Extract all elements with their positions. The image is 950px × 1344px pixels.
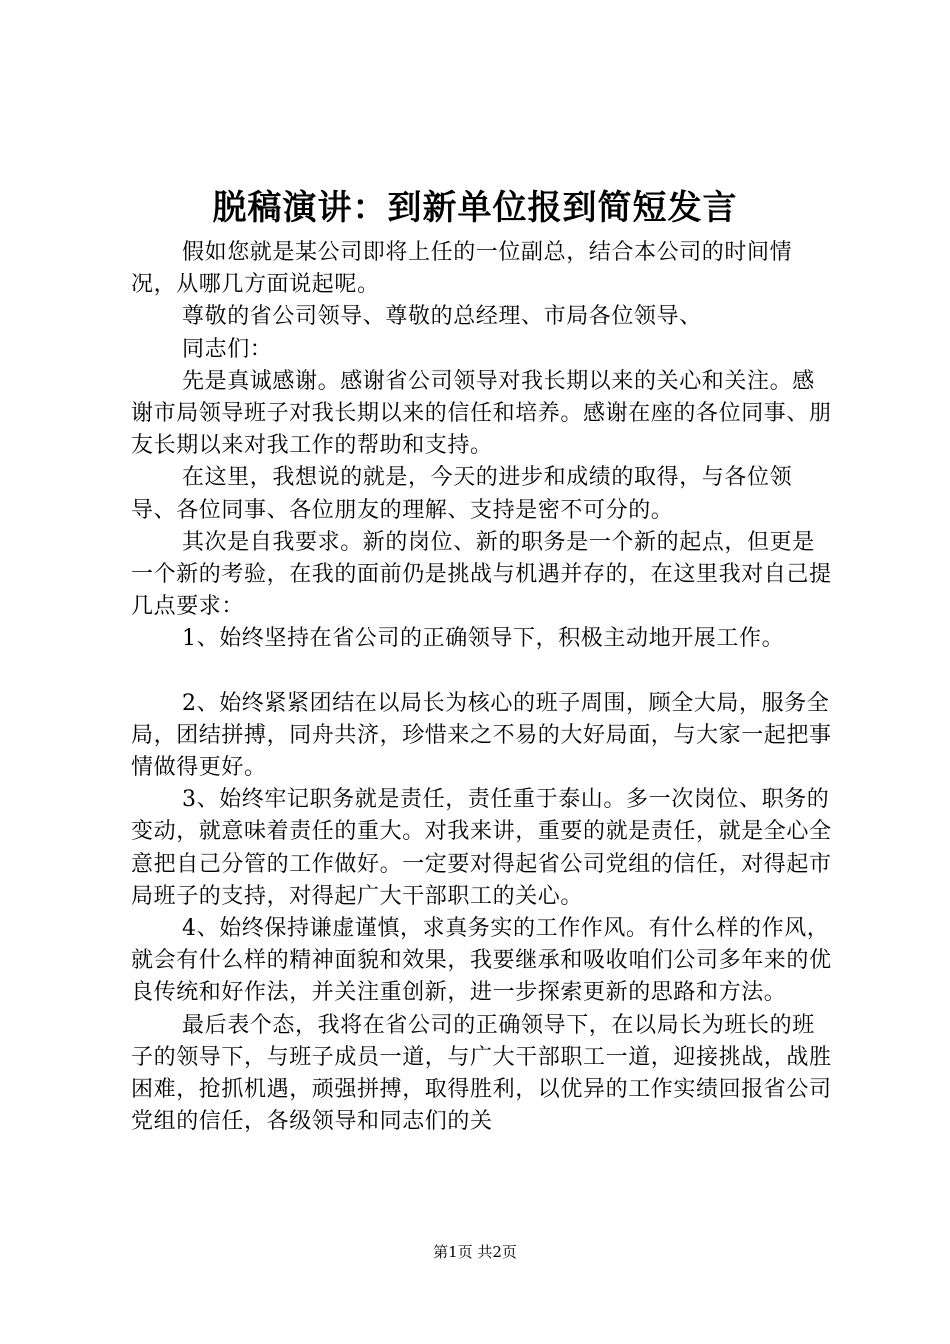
paragraph-point-2: 2、始终紧紧团结在以局长为核心的班子周围，顾全大局，服务全局，团结拼搏，同舟共济，珍惜来之不易的大好局面，与大家一起把事情做得更好。 xyxy=(131,690,832,781)
paragraph-salutation: 尊敬的省公司领导、尊敬的总经理、市局各位领导、 xyxy=(182,304,702,330)
paragraph-self-requirements: 其次是自我要求。新的岗位、新的职务是一个新的起点，但更是一个新的考验，在我的面前仍是挑战与机遇并存的，在这里我对自己提几点要求： xyxy=(131,529,832,620)
paragraph-point-3: 3、始终牢记职务就是责任，责任重于泰山。多一次岗位、职务的变动，就意味着责任的重大。对我来讲，重要的就是责任，就是全心全意把自己分管的工作做好。一定要对得起省公司党组的信任，对得起市局班子的支持，对得起广大干部职工的关心。 xyxy=(131,787,832,909)
document-title: 脱稿演讲：到新单位报到简短发言 xyxy=(212,188,738,228)
page-number-footer: 第1页 共2页 xyxy=(433,1243,517,1261)
document-body xyxy=(131,237,836,1138)
paragraph-thanks: 先是真诚感谢。感谢省公司领导对我长期以来的关心和关注。感谢市局领导班子对我长期以来的信任和培养。感谢在座的各位同事、朋友长期以来对我工作的帮助和支持。 xyxy=(131,368,832,459)
paragraph-progress: 在这里，我想说的就是，今天的进步和成绩的取得，与各位领导、各位同事、各位朋友的理解、支持是密不可分的。 xyxy=(131,465,793,523)
blank-line xyxy=(131,656,836,688)
paragraph-point-4: 4、始终保持谦虚谨慎，求真务实的工作作风。有什么样的作风，就会有什么样的精神面貌和效果，我要继承和吸收咱们公司多年来的优良传统和好作法，并关注重创新，进一步探索更新的思路和方法。 xyxy=(131,916,832,1006)
paragraph-intro: 假如您就是某公司即将上任的一位副总，结合本公司的时间情况，从哪几方面说起呢。 xyxy=(131,240,793,298)
paragraph-point-1: 1、始终坚持在省公司的正确领导下，积极主动地开展工作。 xyxy=(182,626,785,652)
paragraph-greeting: 同志们： xyxy=(182,336,273,362)
paragraph-closing: 最后表个态，我将在省公司的正确领导下，在以局长为班长的班子的领导下，与班子成员一道，与广大干部职工一道，迎接挑战，战胜困难，抢抓机遇，顽强拼搏，取得胜利，以优异的工作实绩回报省公司党组的信任，各级领导和同志们的关 xyxy=(131,1012,832,1135)
